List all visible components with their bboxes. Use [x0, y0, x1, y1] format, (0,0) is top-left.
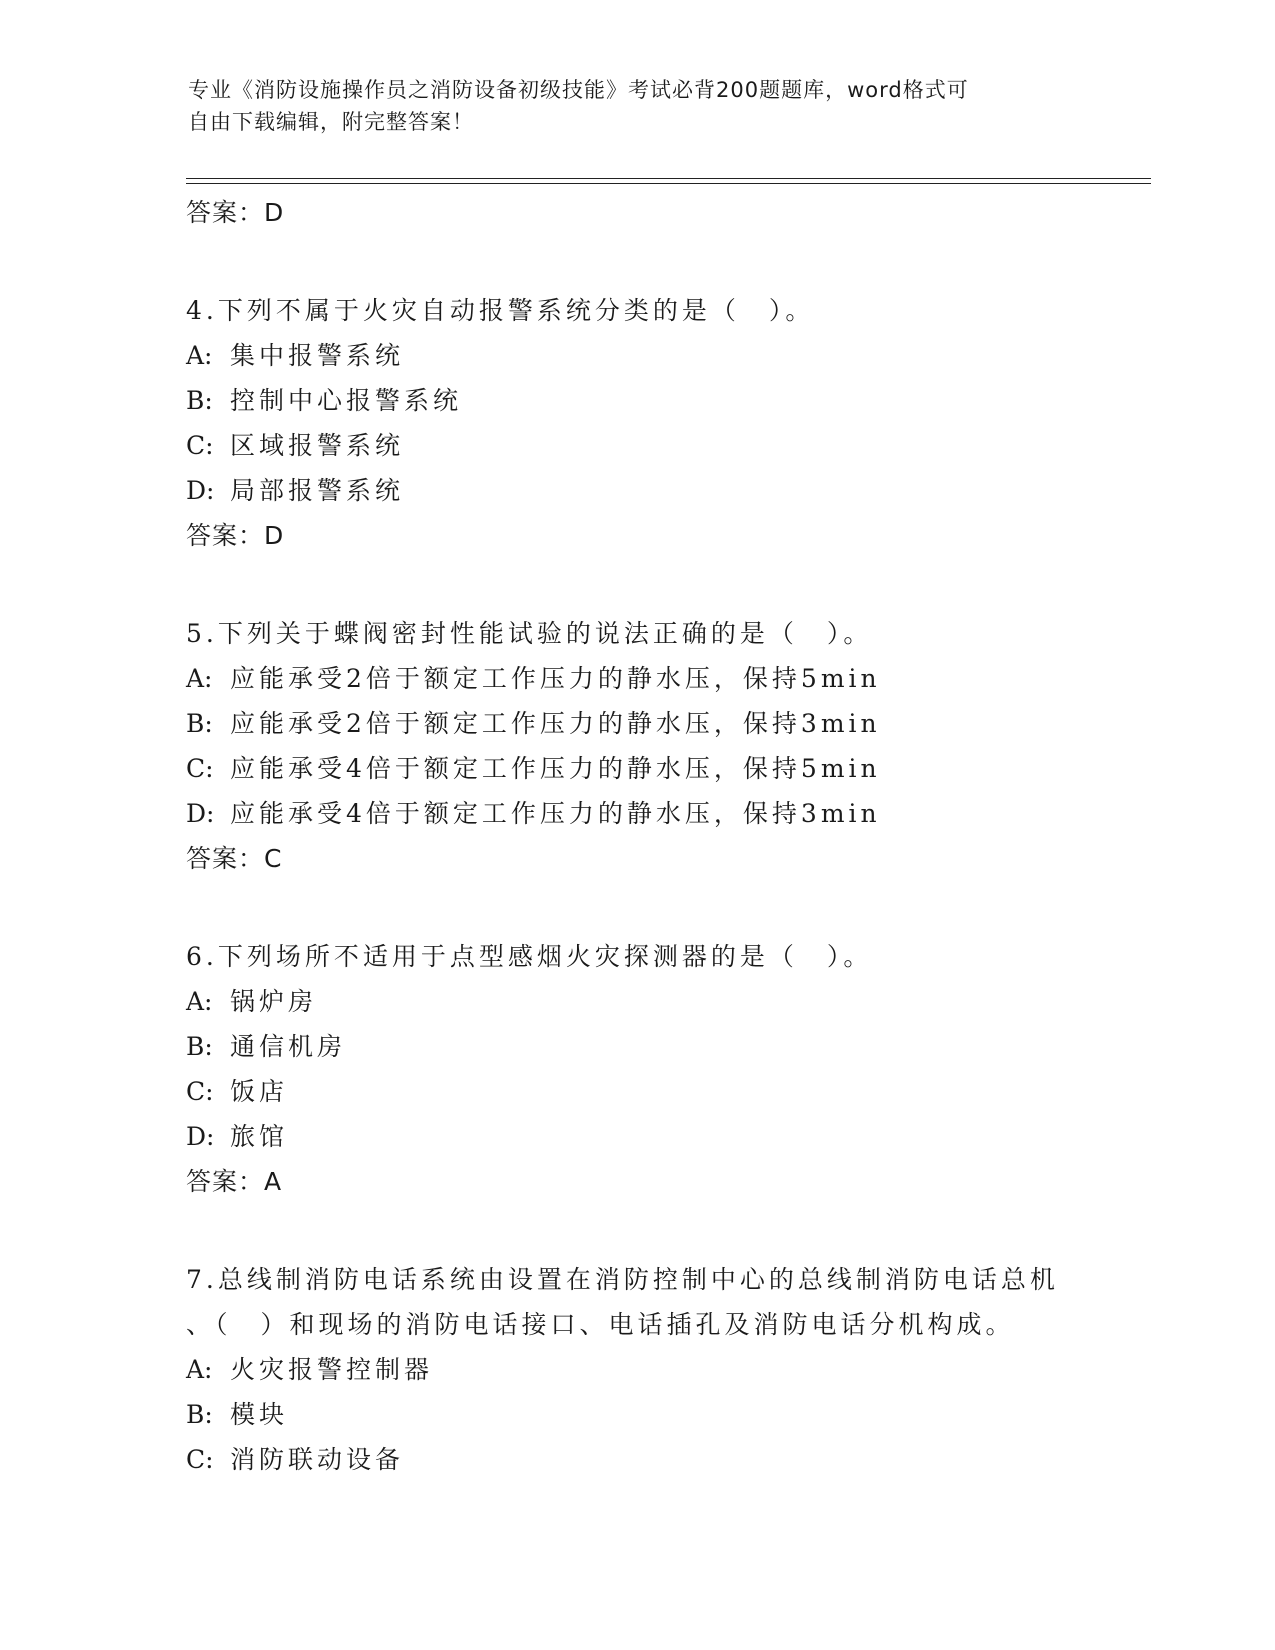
question-7	[186, 1257, 1146, 1482]
option-text: 锅炉房	[230, 987, 318, 1016]
option-a	[186, 333, 1146, 378]
option-text: 应能承受4倍于额定工作压力的静水压，保持5min	[230, 754, 881, 783]
option-b	[186, 1024, 1146, 1069]
question-6	[186, 934, 1146, 1204]
document-header	[188, 74, 1088, 138]
question-5	[186, 611, 1146, 881]
option-text: 消防联动设备	[230, 1445, 405, 1474]
option-text: 模块	[230, 1400, 289, 1429]
header-divider	[186, 178, 1151, 179]
option-letter: B:	[186, 709, 213, 738]
option-b	[186, 378, 1146, 423]
header-line-2: 自由下载编辑，附完整答案！	[188, 110, 474, 134]
option-text: 应能承受2倍于额定工作压力的静水压，保持3min	[230, 709, 881, 738]
option-text: 局部报警系统	[230, 476, 405, 505]
option-letter: B:	[186, 386, 213, 415]
option-letter: A:	[186, 1355, 213, 1384]
answer: 答案：A	[186, 1167, 283, 1196]
option-c	[186, 746, 1146, 791]
option-text: 区域报警系统	[230, 431, 405, 460]
question-list	[186, 190, 1146, 1482]
question-text-line-2: 、（ ）和现场的消防电话接口、电话插孔及消防电话分机构成。	[186, 1310, 1015, 1339]
option-letter: B:	[186, 1032, 213, 1061]
option-letter: A:	[186, 341, 213, 370]
question-text: 5.下列关于蝶阀密封性能试验的说法正确的是（ ）。	[186, 619, 873, 648]
question-text-line-1: 7.总线制消防电话系统由设置在消防控制中心的总线制消防电话总机	[186, 1265, 1059, 1294]
option-c	[186, 1069, 1146, 1114]
question-text: 4.下列不属于火灾自动报警系统分类的是（ ）。	[186, 296, 815, 325]
previous-answer: 答案：D	[186, 198, 285, 227]
question-text: 6.下列场所不适用于点型感烟火灾探测器的是（ ）。	[186, 942, 873, 971]
option-letter: D:	[186, 476, 215, 505]
option-d	[186, 1114, 1146, 1159]
option-text: 控制中心报警系统	[230, 386, 463, 415]
option-letter: C:	[186, 431, 214, 460]
option-text: 应能承受4倍于额定工作压力的静水压，保持3min	[230, 799, 881, 828]
answer: 答案：C	[186, 844, 283, 873]
option-a	[186, 656, 1146, 701]
option-letter: A:	[186, 664, 213, 693]
option-b	[186, 701, 1146, 746]
question-4	[186, 288, 1146, 558]
answer: 答案：D	[186, 521, 285, 550]
option-letter: D:	[186, 1122, 215, 1151]
option-a	[186, 979, 1146, 1024]
option-text: 饭店	[230, 1077, 289, 1106]
header-line-1: 专业《消防设施操作员之消防设备初级技能》考试必背200题题库，word格式可	[188, 78, 969, 102]
option-a	[186, 1347, 1146, 1392]
option-d	[186, 791, 1146, 836]
option-c	[186, 423, 1146, 468]
header-divider-double	[186, 183, 1151, 184]
option-letter: C:	[186, 1445, 214, 1474]
option-text: 集中报警系统	[230, 341, 405, 370]
option-b	[186, 1392, 1146, 1437]
option-d	[186, 468, 1146, 513]
option-text: 旅馆	[230, 1122, 289, 1151]
option-c	[186, 1437, 1146, 1482]
option-letter: C:	[186, 1077, 214, 1106]
option-text: 通信机房	[230, 1032, 347, 1061]
option-letter: B:	[186, 1400, 213, 1429]
option-letter: C:	[186, 754, 214, 783]
option-letter: A:	[186, 987, 213, 1016]
option-text: 应能承受2倍于额定工作压力的静水压，保持5min	[230, 664, 881, 693]
option-letter: D:	[186, 799, 215, 828]
option-text: 火灾报警控制器	[230, 1355, 434, 1384]
